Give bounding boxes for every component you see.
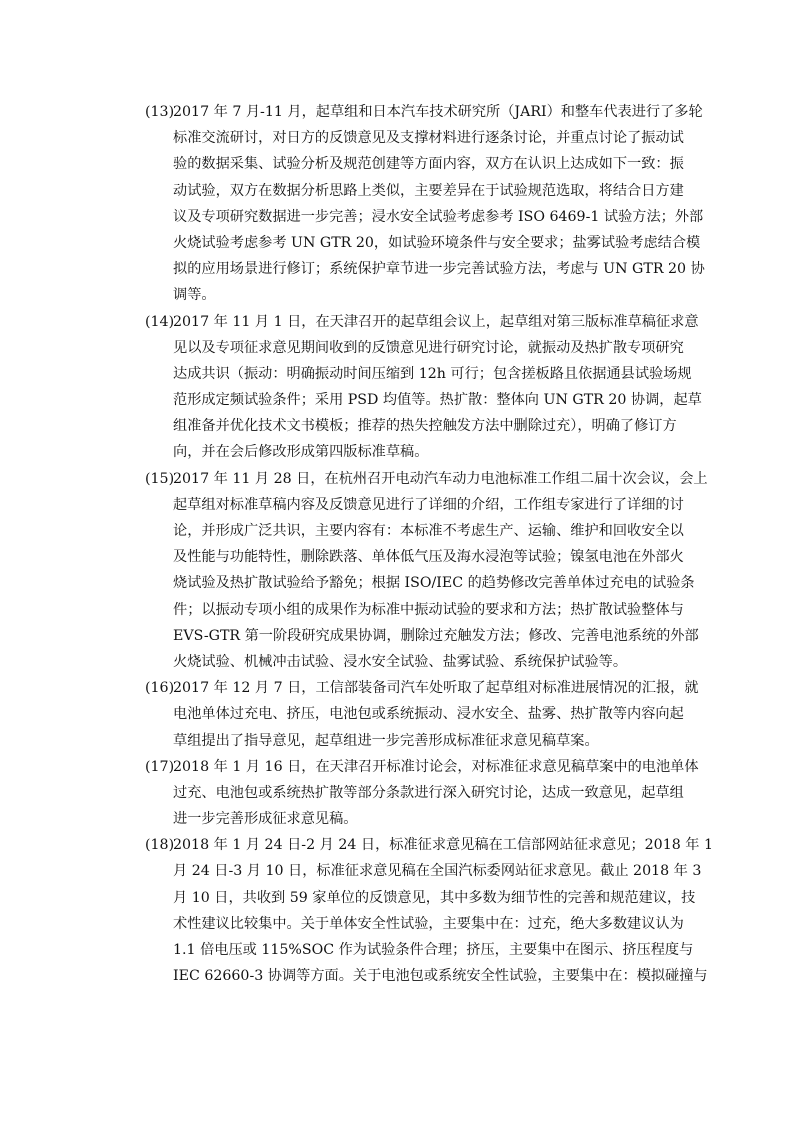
text-line: 范形成定频试验条件；采用 PSD 均值等。热扩散：整体向 UN GTR 20 协调，起草 [173, 392, 702, 409]
text-line: 标准交流研讨，对日方的反馈意见及支撑材料进行逐条讨论，并重点讨论了振动试 [173, 130, 684, 147]
text-line: 术性建议比较集中。关于单体安全性试验，主要集中在：过充，绝大多数建议认为 [173, 915, 684, 932]
text-line: 1.1 倍电压或 115%SOC 作为试验条件合理；挤压，主要集中在图示、挤压程度与 [173, 942, 694, 958]
text-line: 见以及专项征求意见期间收到的反馈意见进行研究讨论，就振动及热扩散专项研究 [173, 339, 684, 356]
text-line: 2018 年 1 月 16 日，在天津召开标准讨论会，对标准征求意见稿草案中的电池单体 [173, 758, 699, 775]
text-line: 烧试验及热扩散试验给予豁免；根据 ISO/IEC 的趋势修改完善单体过充电的试验条 [173, 575, 695, 592]
text-line: 议及专项研究数据进一步完善；浸水安全试验考虑参考 ISO 6469-1 试验方法；外部 [173, 208, 704, 225]
item-text [173, 309, 702, 466]
text-line: 达成共识（振动：明确振动时间压缩到 12h 可行；包含搓板路且依据通县试验场规 [173, 365, 692, 382]
list-item-17 [145, 754, 699, 833]
item-text [173, 832, 713, 989]
item-text [173, 754, 699, 833]
text-line: 2017 年 11 月 28 日，在杭州召开电动汽车动力电池标准工作组二届十次会议，会上 [173, 470, 708, 487]
text-line: 火烧试验、机械冲击试验、浸水安全试验、盐雾试验、系统保护试验等。 [173, 653, 628, 670]
text-line: EVS-GTR 第一阶段研究成果协调，删除过充触发方法；修改、完善电池系统的外部 [173, 627, 699, 644]
text-line: 件；以振动专项小组的成果作为标准中振动试验的要求和方法；热扩散试验整体与 [173, 601, 684, 618]
item-text [173, 99, 705, 309]
text-line: 月 10 日，共收到 59 家单位的反馈意见，其中多数为细节性的完善和规范建议，技 [173, 889, 696, 906]
text-line: 向，并在会后修改形成第四版标准草稿。 [173, 444, 429, 461]
text-line: 调等。 [173, 287, 216, 304]
item-number: (14) [145, 313, 175, 330]
item-number: (18) [145, 837, 175, 854]
text-line: 及性能与功能特性，删除跌落、单体低气压及海水浸泡等试验；镍氢电池在外部火 [173, 549, 684, 566]
text-line: 过充、电池包或系统热扩散等部分条款进行深入研究讨论，达成一致意见，起草组 [173, 784, 684, 801]
list-item-13 [145, 99, 705, 309]
item-number: (17) [145, 758, 175, 775]
list-item-15 [145, 466, 708, 676]
text-line: 月 24 日-3 月 10 日，标准征求意见稿在全国汽标委网站征求意见。截止 2018 年 3 [173, 863, 702, 880]
text-line: 2017 年 12 月 7 日，工信部装备司汽车处听取了起草组对标准进展情况的汇报，就 [173, 680, 699, 697]
text-line: 2017 年 11 月 1 日，在天津召开的起草组会议上，起草组对第三版标准草稿征求意 [173, 313, 699, 330]
text-line: 火烧试验考虑参考 UN GTR 20，如试验环境条件与安全要求；盐雾试验考虑结合模 [173, 234, 701, 251]
text-line: 进一步完善形成征求意见稿。 [173, 811, 358, 828]
text-line: 拟的应用场景进行修订；系统保护章节进一步完善试验方法，考虑与 UN GTR 20 协 [173, 261, 705, 278]
text-line: IEC 62660-3 协调等方面。关于电池包或系统安全性试验，主要集中在：模拟碰撞与 [173, 968, 708, 985]
list-item-18 [145, 832, 713, 989]
text-line: 电池单体过充电、挤压，电池包或系统振动、浸水安全、盐雾、热扩散等内容向起 [173, 706, 684, 723]
numbered-list [145, 99, 713, 989]
text-line: 动试验，双方在数据分析思路上类似，主要差异在于试验规范选取，将结合日方建 [173, 182, 684, 199]
item-number: (15) [145, 470, 175, 487]
item-number: (13) [145, 104, 175, 120]
item-text [173, 675, 699, 754]
list-item-14 [145, 309, 702, 466]
text-line: 组准备并优化技术文书模板；推荐的热失控触发方法中删除过充），明确了修订方 [173, 418, 677, 435]
item-number: (16) [145, 680, 175, 697]
list-item-16 [145, 675, 699, 754]
text-line: 论，并形成广泛共识，主要内容有：本标准不考虑生产、运输、维护和回收安全以 [173, 523, 684, 539]
item-text [173, 466, 708, 676]
text-line: 2017 年 7 月-11 月，起草组和日本汽车技术研究所（JARI）和整车代表进行了多轮 [173, 104, 703, 120]
text-line: 草组提出了指导意见，起草组进一步完善形成标准征求意见稿草案。 [173, 732, 599, 749]
text-line: 起草组对标准草稿内容及反馈意见进行了详细的介绍，工作组专家进行了详细的讨 [173, 496, 684, 513]
text-line: 2018 年 1 月 24 日-2 月 24 日，标准征求意见稿在工信部网站征求意见；2018 年 1 [173, 837, 713, 854]
text-line: 验的数据采集、试验分析及规范创建等方面内容，双方在认识上达成如下一致：振 [173, 156, 684, 173]
